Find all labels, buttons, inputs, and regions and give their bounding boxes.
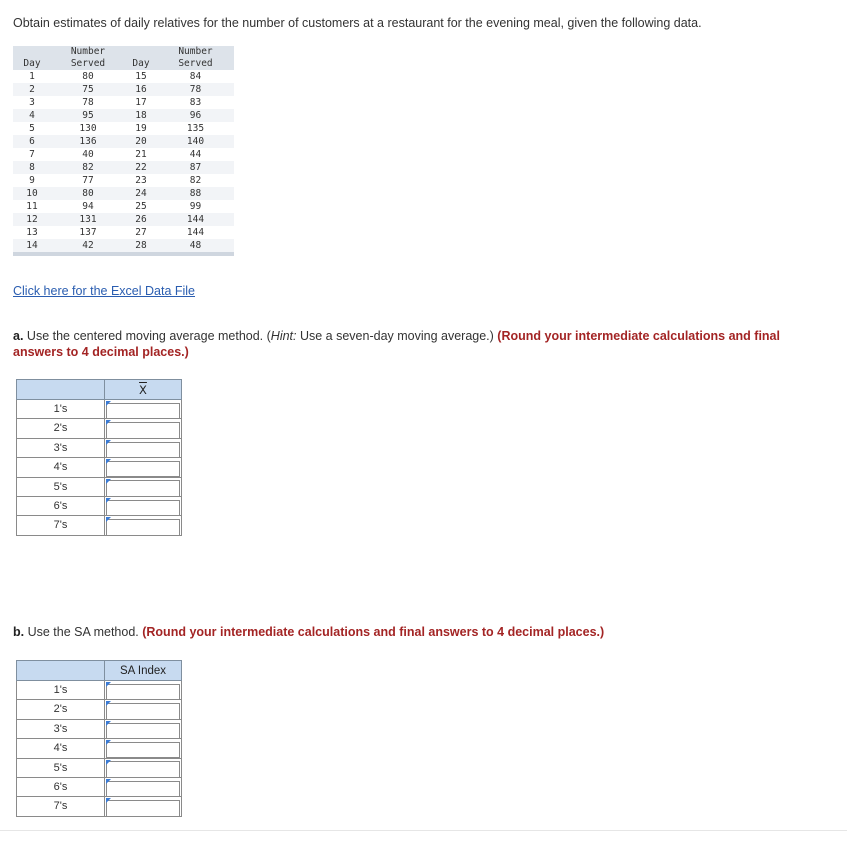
input-marker-icon xyxy=(106,401,111,406)
part-a-answer-row xyxy=(16,400,182,419)
right-served-cell: 144 xyxy=(186,227,205,238)
input-marker-icon xyxy=(106,760,111,765)
right-served-cell: 88 xyxy=(157,187,234,200)
right-day-cell: 16 xyxy=(125,83,157,96)
part-a-hint-label: Hint: xyxy=(270,329,297,343)
part-a-text: Use the centered moving average method. ( xyxy=(23,329,271,343)
left-day-cell: 4 xyxy=(13,109,51,122)
left-served-cell: 130 xyxy=(79,123,97,134)
answer-cell xyxy=(105,497,181,515)
table-row xyxy=(13,200,234,213)
part-a-question xyxy=(13,328,813,360)
table-row xyxy=(13,122,234,135)
part-b-rounding-note: (Round your intermediate calculations and final answers to 4 decimal places.) xyxy=(142,625,605,639)
left-day-cell: 3 xyxy=(29,97,35,108)
answer-cell xyxy=(105,400,181,418)
left-day-cell: 8 xyxy=(13,161,51,174)
part-b-answer-input[interactable] xyxy=(106,800,180,816)
part-a-rounding-note: (Round your intermediate calculations and final answers to 4 decimal places.) xyxy=(13,329,780,359)
row-label: 5's xyxy=(17,478,105,496)
part-b-column-header: SA Index xyxy=(119,665,167,677)
left-served-cell: 136 xyxy=(51,135,125,148)
input-marker-icon xyxy=(106,479,111,484)
right-served-cell: 83 xyxy=(189,97,202,108)
row-label: 7's xyxy=(17,797,105,815)
left-day-cell: 7 xyxy=(29,149,35,160)
row-label: 2's xyxy=(17,419,105,437)
part-b-answer-input[interactable] xyxy=(106,723,180,739)
right-served-cell: 140 xyxy=(157,135,234,148)
part-a-answer-input[interactable] xyxy=(106,442,180,458)
right-day-cell: 26 xyxy=(125,213,157,226)
table-row xyxy=(13,96,234,109)
part-a-column-header: $\overline{X}$ xyxy=(139,383,147,397)
left-served-cell: 80 xyxy=(82,71,94,82)
part-b-answer-input[interactable] xyxy=(106,684,180,700)
right-served-cell: 99 xyxy=(189,201,202,212)
row-label: 2's xyxy=(17,700,105,718)
left-served-cell: 131 xyxy=(51,213,125,226)
right-day-cell: 23 xyxy=(135,175,147,186)
right-day-cell: 18 xyxy=(125,109,157,122)
right-day-cell: 22 xyxy=(125,161,157,174)
part-a-answer-row xyxy=(16,419,182,438)
part-a-answer-row xyxy=(16,439,182,458)
row-label: 6's xyxy=(17,778,105,796)
left-day-cell: 10 xyxy=(13,187,51,200)
left-day-cell: 12 xyxy=(13,213,51,226)
footer-divider xyxy=(0,830,847,831)
left-served-cell: 137 xyxy=(79,227,97,238)
table-row xyxy=(13,109,234,122)
left-served-cell: 42 xyxy=(51,239,125,254)
part-a-label: a. xyxy=(13,329,24,343)
row-label: 4's xyxy=(17,739,105,757)
input-marker-icon xyxy=(106,498,111,503)
left-served-cell: 95 xyxy=(51,109,125,122)
answer-cell xyxy=(105,458,181,476)
left-served-cell: 78 xyxy=(82,97,94,108)
intro-text: Obtain estimates of daily relatives for the number of customers at a restaurant for the evening meal, given the following data. xyxy=(13,16,702,30)
part-b-answer-row xyxy=(16,700,182,719)
answer-cell xyxy=(105,739,181,757)
left-day-cell: 9 xyxy=(29,175,35,186)
part-a-table-header xyxy=(16,379,182,400)
input-marker-icon xyxy=(106,779,111,784)
table-row xyxy=(13,135,234,148)
served-header-right-top: Number xyxy=(157,46,234,58)
part-a-rows xyxy=(16,400,182,536)
right-day-cell: 28 xyxy=(125,239,157,254)
part-b-answer-table xyxy=(16,660,182,817)
input-marker-icon xyxy=(106,701,111,706)
right-day-cell: 17 xyxy=(135,97,147,108)
left-served-cell: 82 xyxy=(51,161,125,174)
part-a-answer-input[interactable] xyxy=(106,519,180,535)
input-marker-icon xyxy=(106,798,111,803)
right-served-cell: 82 xyxy=(189,175,202,186)
right-day-cell: 20 xyxy=(125,135,157,148)
answer-cell xyxy=(105,439,181,457)
part-a-answer-input[interactable] xyxy=(106,480,180,496)
input-marker-icon xyxy=(106,420,111,425)
answer-cell xyxy=(105,700,181,718)
served-header-left-top: Number xyxy=(51,46,125,58)
part-b-answer-input[interactable] xyxy=(106,742,180,758)
answer-cell xyxy=(105,759,181,777)
row-label: 1's xyxy=(17,681,105,699)
left-day-cell: 6 xyxy=(13,135,51,148)
right-day-cell: 19 xyxy=(135,123,147,134)
answer-cell xyxy=(105,778,181,796)
part-a-answer-input[interactable] xyxy=(106,500,180,516)
row-label: 3's xyxy=(17,439,105,457)
row-label: 1's xyxy=(17,400,105,418)
table-row xyxy=(13,174,234,187)
right-served-cell: 144 xyxy=(157,213,234,226)
right-served-cell: 87 xyxy=(157,161,234,174)
input-marker-icon xyxy=(106,459,111,464)
part-b-question xyxy=(13,624,813,640)
left-served-cell: 40 xyxy=(82,149,94,160)
table-row xyxy=(13,83,234,96)
part-b-answer-row xyxy=(16,739,182,758)
part-b-header-blank xyxy=(17,661,105,680)
part-a-answer-row xyxy=(16,458,182,477)
answer-cell xyxy=(105,681,181,699)
row-label: 7's xyxy=(17,516,105,534)
table-header-row xyxy=(13,46,234,58)
part-b-answer-row xyxy=(16,720,182,739)
left-served-cell: 80 xyxy=(51,187,125,200)
part-b-answer-input[interactable] xyxy=(106,781,180,797)
table-row xyxy=(13,161,234,174)
answer-cell xyxy=(105,797,181,815)
answer-cell xyxy=(105,720,181,738)
served-header-right-bottom: Served xyxy=(157,58,234,70)
part-b-answer-row xyxy=(16,778,182,797)
part-a-hint-text: Use a seven-day moving average.) xyxy=(296,329,498,343)
input-marker-icon xyxy=(106,440,111,445)
part-a-answer-input[interactable] xyxy=(106,461,180,477)
answer-cell xyxy=(105,419,181,437)
right-day-cell: 21 xyxy=(135,149,147,160)
table-row xyxy=(13,148,234,161)
row-label: 5's xyxy=(17,759,105,777)
right-served-cell: 135 xyxy=(186,123,205,134)
part-a-header-blank xyxy=(17,380,105,399)
answer-cell xyxy=(105,516,181,534)
row-label: 4's xyxy=(17,458,105,476)
part-b-text: Use the SA method. xyxy=(24,625,143,639)
input-marker-icon xyxy=(106,721,111,726)
left-day-cell: 14 xyxy=(13,239,51,254)
part-a-answer-input[interactable] xyxy=(106,422,180,438)
part-b-answer-input[interactable] xyxy=(106,761,180,777)
right-day-cell: 25 xyxy=(135,201,147,212)
part-a-answer-row xyxy=(16,478,182,497)
right-served-cell: 44 xyxy=(189,149,202,160)
excel-data-file-link[interactable]: Click here for the Excel Data File xyxy=(13,284,196,298)
input-marker-icon xyxy=(106,682,111,687)
part-b-rows xyxy=(16,681,182,817)
left-day-cell: 1 xyxy=(29,71,35,82)
part-b-answer-input[interactable] xyxy=(106,703,180,719)
part-a-answer-row xyxy=(16,497,182,516)
part-b-answer-row xyxy=(16,797,182,816)
table-row xyxy=(13,70,234,83)
row-label: 6's xyxy=(17,497,105,515)
part-b-label: b. xyxy=(13,625,25,639)
day-header-right: Day xyxy=(125,46,157,70)
input-marker-icon xyxy=(106,740,111,745)
data-table-body xyxy=(13,70,234,254)
right-day-cell: 15 xyxy=(135,71,147,82)
right-day-cell: 24 xyxy=(125,187,157,200)
answer-cell xyxy=(105,478,181,496)
left-served-cell: 94 xyxy=(82,201,94,212)
right-served-cell: 84 xyxy=(189,71,202,82)
day-header-left: Day xyxy=(13,46,51,70)
right-served-cell: 48 xyxy=(157,239,234,254)
right-served-cell: 96 xyxy=(157,109,234,122)
table-row xyxy=(13,239,234,254)
left-day-cell: 5 xyxy=(29,123,35,134)
right-served-cell: 78 xyxy=(157,83,234,96)
customer-data-table xyxy=(13,46,234,256)
left-served-cell: 75 xyxy=(51,83,125,96)
part-a-answer-table xyxy=(16,379,182,536)
part-a-answer-row xyxy=(16,516,182,535)
row-label: 3's xyxy=(17,720,105,738)
left-served-cell: 77 xyxy=(82,175,94,186)
table-row xyxy=(13,213,234,226)
part-b-table-header xyxy=(16,660,182,681)
input-marker-icon xyxy=(106,517,111,522)
left-day-cell: 11 xyxy=(26,201,38,212)
left-day-cell: 13 xyxy=(26,227,38,238)
table-row xyxy=(13,226,234,239)
part-a-answer-input[interactable] xyxy=(106,403,180,419)
served-header-left-bottom: Served xyxy=(51,58,125,70)
right-day-cell: 27 xyxy=(135,227,147,238)
part-b-answer-row xyxy=(16,759,182,778)
part-b-answer-row xyxy=(16,681,182,700)
table-row xyxy=(13,187,234,200)
left-day-cell: 2 xyxy=(13,83,51,96)
